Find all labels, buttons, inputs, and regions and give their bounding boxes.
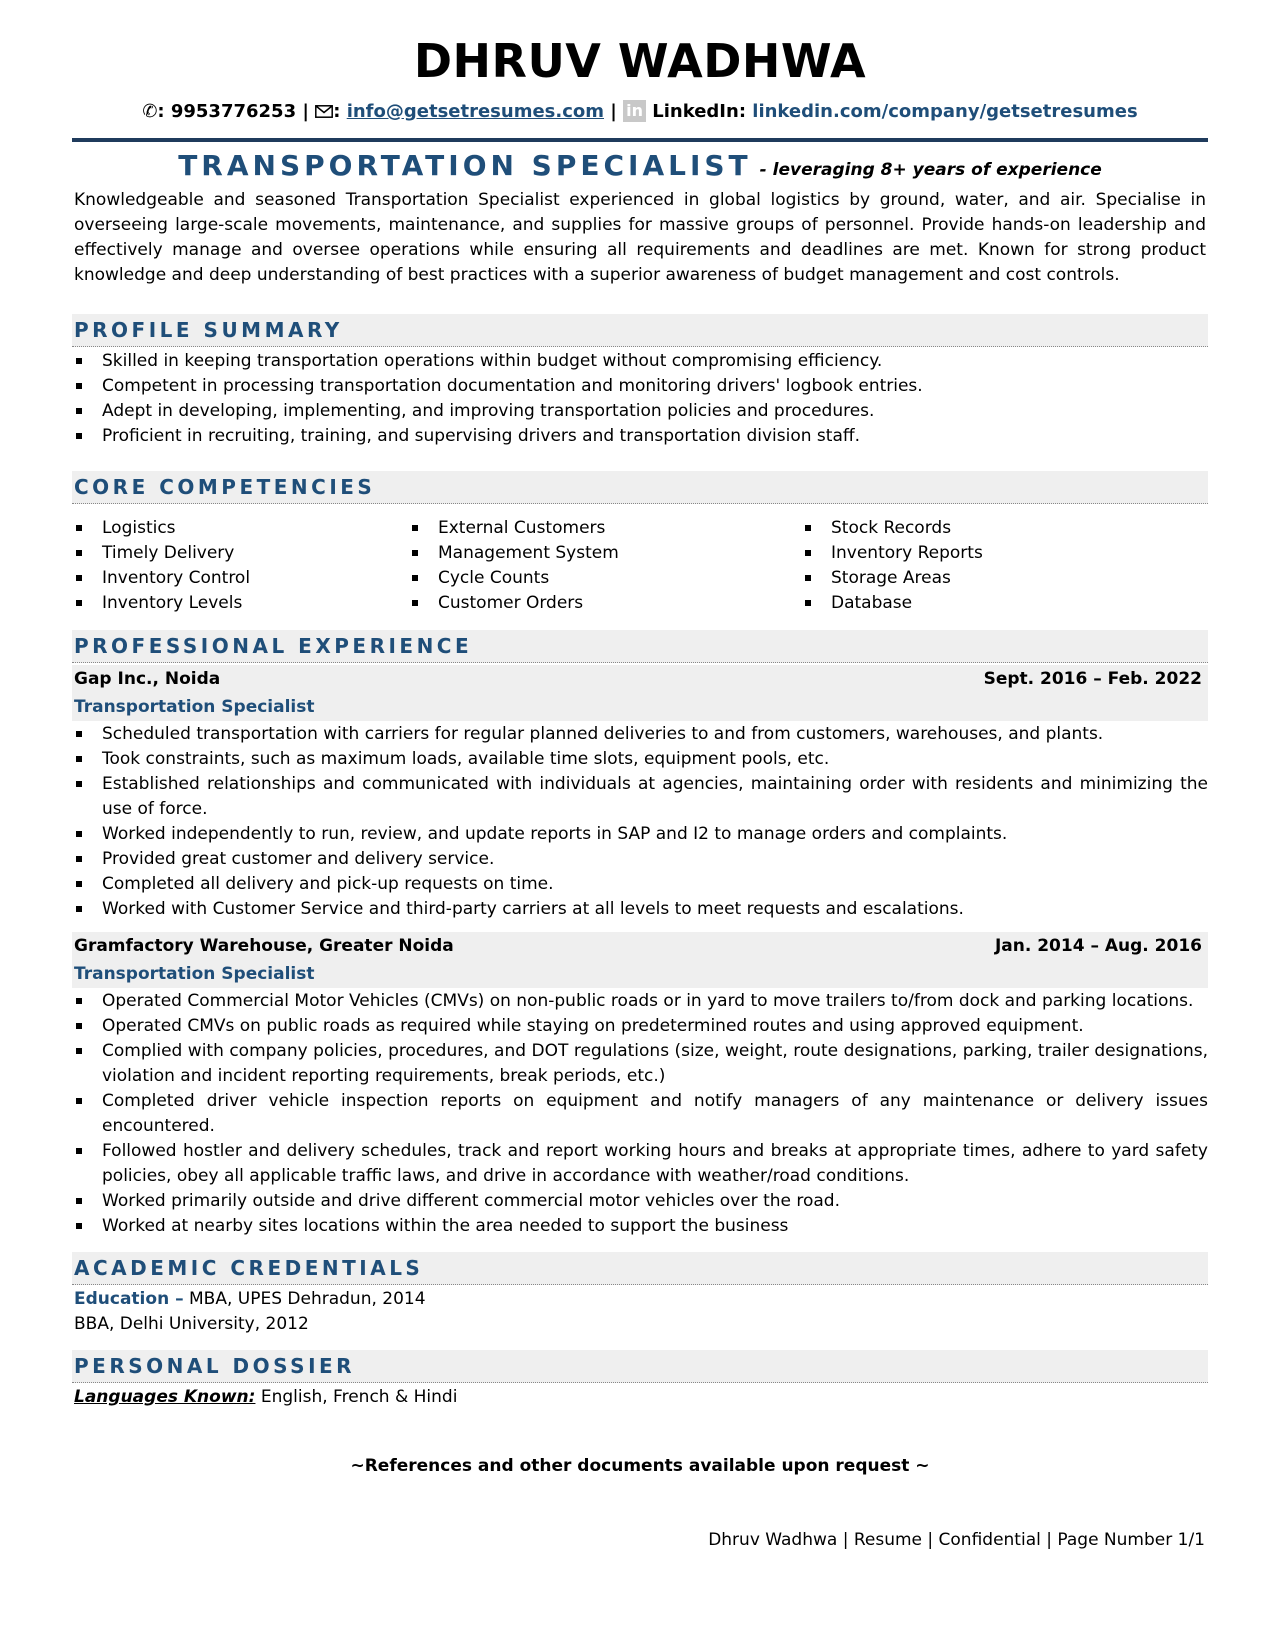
list-item: Proficient in recruiting, training, and supervising drivers and transportation division staff.	[72, 424, 1208, 449]
profile-summary-list	[72, 349, 1208, 449]
list-item: Competent in processing transportation documentation and monitoring drivers' logbook entries.	[72, 374, 1208, 399]
references-note: ~References and other documents available upon request ~	[350, 1456, 930, 1476]
competency-item: Customer Orders	[408, 591, 801, 616]
candidate-name: DHRUV WADHWA	[413, 34, 867, 88]
job-role: Transportation Specialist	[74, 697, 315, 717]
languages-label: Languages Known:	[74, 1387, 256, 1407]
phone-number: 9953776253	[170, 101, 297, 122]
competency-item: Database	[801, 591, 1101, 616]
job-title: TRANSPORTATION SPECIALIST	[178, 149, 752, 182]
education-line-2: BBA, Delhi University, 2012	[74, 1314, 309, 1334]
mail-icon	[315, 101, 333, 122]
list-item: Completed driver vehicle inspection reports on equipment and notify managers of any maintenance or delivery issues encountered.	[72, 1089, 1208, 1139]
experience-tagline: - leveraging 8+ years of experience	[759, 160, 1102, 180]
competencies-column-1	[72, 516, 408, 616]
email-link[interactable]: info@getsetresumes.com	[346, 101, 605, 122]
job-1-bullets	[72, 722, 1208, 922]
education-line-1: Education – MBA, UPES Dehradun, 2014	[74, 1289, 426, 1309]
section-heading-profile-summary: PROFILE SUMMARY	[72, 314, 1208, 347]
linkedin-label: LinkedIn:	[646, 101, 753, 122]
job-dates: Sept. 2016 – Feb. 2022	[983, 669, 1202, 689]
competency-item: Inventory Control	[72, 566, 408, 591]
languages-line: Languages Known: English, French & Hindi	[74, 1387, 458, 1407]
list-item: Worked at nearby sites locations within the area needed to support the business	[72, 1214, 1208, 1239]
competencies-column-3	[801, 516, 1101, 616]
list-item: Adept in developing, implementing, and improving transportation policies and procedures.	[72, 399, 1208, 424]
list-item: Followed hostler and delivery schedules, track and report working hours and breaks at appropriate times, adhere to yard safety policies, obey all applicable traffic laws, and drive in accordance with weather/road conditions.	[72, 1139, 1208, 1189]
linkedin-link[interactable]: linkedin.com/company/getsetresumes	[752, 101, 1138, 122]
section-heading-personal-dossier: PERSONAL DOSSIER	[72, 1350, 1208, 1383]
list-item: Operated Commercial Motor Vehicles (CMVs) on non-public roads or in yard to move trailers to/from dock and parking locations.	[72, 989, 1208, 1014]
list-item: Operated CMVs on public roads as required while staying on predetermined routes and using approved equipment.	[72, 1014, 1208, 1039]
phone-icon: ✆:	[142, 101, 171, 122]
resume-page	[72, 0, 1208, 1476]
list-item: Complied with company policies, procedures, and DOT regulations (size, weight, route designations, parking, trailer designations, violation and incident reporting requirements, break periods, etc.)	[72, 1039, 1208, 1089]
job-dates: Jan. 2014 – Aug. 2016	[994, 936, 1202, 956]
job-header-1	[72, 665, 1208, 721]
linkedin-icon: in	[623, 100, 646, 122]
education-label: Education –	[74, 1289, 184, 1309]
competencies-column-2	[408, 516, 801, 616]
section-heading-core-competencies: CORE COMPETENCIES	[72, 471, 1208, 504]
list-item: Skilled in keeping transportation operations within budget without compromising efficiency.	[72, 349, 1208, 374]
list-item: Worked primarily outside and drive different commercial motor vehicles over the road.	[72, 1189, 1208, 1214]
section-heading-academic-credentials: ACADEMIC CREDENTIALS	[72, 1252, 1208, 1285]
competencies-grid	[72, 516, 1208, 616]
competency-item: Cycle Counts	[408, 566, 801, 591]
list-item: Took constraints, such as maximum loads, available time slots, equipment pools, etc.	[72, 747, 1208, 772]
competency-item: Logistics	[72, 516, 408, 541]
page-footer: Dhruv Wadhwa | Resume | Confidential | Page Number 1/1	[708, 1530, 1205, 1550]
list-item: Provided great customer and delivery service.	[72, 847, 1208, 872]
list-item: Worked independently to run, review, and update reports in SAP and I2 to manage orders and complaints.	[72, 822, 1208, 847]
list-item: Completed all delivery and pick-up requests on time.	[72, 872, 1208, 897]
competency-item: Storage Areas	[801, 566, 1101, 591]
intro-paragraph: Knowledgeable and seasoned Transportation Specialist experienced in global logistics by ground, water, and air. Specialise in overseeing large-scale movements, maintenance, and supplies for massive groups of personnel. Provide hands-on leadership and effectively manage and oversee operations while ensuring all requirements and deadlines are met. Known for strong product knowledge and deep understanding of best practices with a superior awareness of budget management and cost controls.	[74, 190, 1206, 285]
list-item: Scheduled transportation with carriers for regular planned deliveries to and from customers, warehouses, and plants.	[72, 722, 1208, 747]
job-header-2	[72, 932, 1208, 988]
competency-item: Inventory Levels	[72, 591, 408, 616]
competency-item: External Customers	[408, 516, 801, 541]
competency-item: Inventory Reports	[801, 541, 1101, 566]
headline	[72, 148, 1208, 184]
header-divider	[72, 138, 1208, 142]
competency-item: Management System	[408, 541, 801, 566]
contact-line: ✆: 9953776253 | : info@getsetresumes.com | in LinkedIn: linkedin.com/company/getsetresumes	[142, 101, 1138, 122]
job-2-bullets	[72, 989, 1208, 1239]
job-role: Transportation Specialist	[74, 964, 315, 984]
list-item: Established relationships and communicated with individuals at agencies, maintaining order with residents and minimizing the use of force.	[72, 772, 1208, 822]
company-name: Gramfactory Warehouse, Greater Noida	[74, 936, 454, 956]
competency-item: Stock Records	[801, 516, 1101, 541]
competency-item: Timely Delivery	[72, 541, 408, 566]
section-heading-professional-experience: PROFESSIONAL EXPERIENCE	[72, 630, 1208, 663]
list-item: Worked with Customer Service and third-party carriers at all levels to meet requests and escalations.	[72, 897, 1208, 922]
company-name: Gap Inc., Noida	[74, 669, 221, 689]
